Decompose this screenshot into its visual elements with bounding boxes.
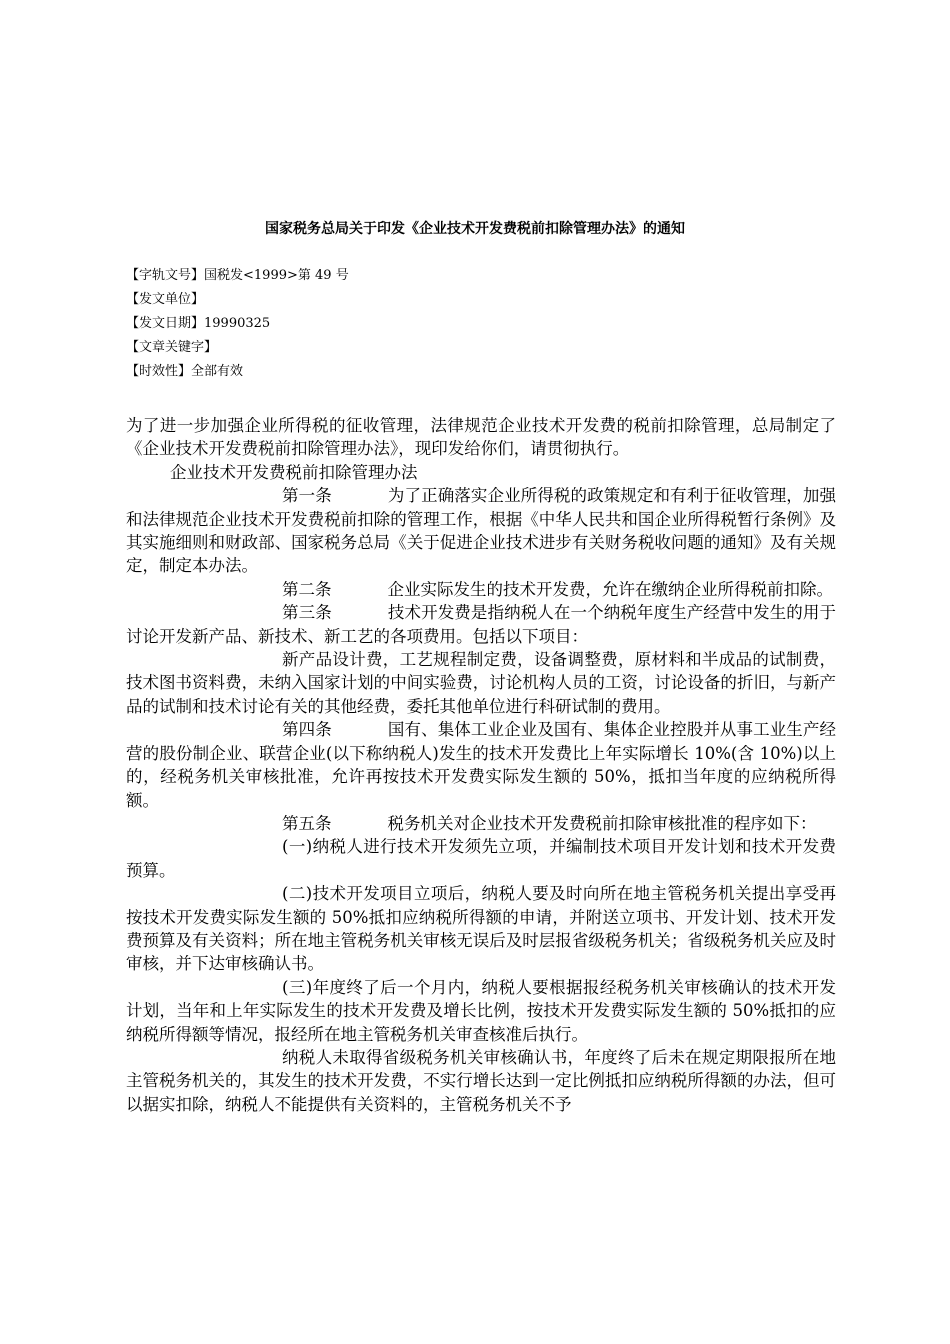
article-text: 为了正确落实企业所得税的政策规定和有利于征收管理，加强和法律规范企业技术开发费税前扣除的管理工作，根据《中华人民共和国企业所得税暂行条例》及其实施细则和财政部、国家税务总局《关于促进企业技术进步有关财务税收问题的通知》及有关规定，制定本办法。: [126, 486, 837, 576]
meta-label: 【时效性】: [126, 364, 192, 379]
meta-row-validity: [126, 360, 349, 384]
meta-value: 国税发<1999>第 49 号: [204, 268, 349, 283]
procedure-note: 纳税人未取得省级税务机关审核确认书，年度终了后未在规定期限报所在地主管税务机关的，其发生的技术开发费，不实行增长达到一定比例抵扣应纳税所得额的办法，但可以据实扣除，纳税人不能提供有关资料的，主管税务机关不予: [126, 1047, 836, 1114]
document-body: [126, 414, 836, 1116]
article-number: 第四条: [282, 720, 332, 740]
article-3: [126, 601, 836, 648]
procedure-1: (一)纳税人进行技术开发须先立项，并编制技术项目开发计划和技术开发费预算。: [126, 837, 836, 880]
meta-value: 19990325: [204, 316, 271, 331]
article-number: 第二条: [282, 579, 332, 599]
article-number: 第三条: [282, 603, 332, 623]
article-4: [126, 718, 836, 812]
article-5: [126, 812, 836, 835]
article-text: 国有、集体工业企业及国有、集体企业控股并从事工业生产经营的股份制企业、联营企业(以下称纳税人)发生的技术开发费比上年实际增长 10%(含 10%)以上的，经税务机关审核批准，允许再按技术开发费实际发生额的 50%，抵扣当年度的应纳税所得额。: [126, 720, 837, 810]
expense-items-paragraph: 新产品设计费，工艺规程制定费，设备调整费，原材料和半成品的试制费，技术图书资料费，未纳入国家计划的中间实验费，讨论机构人员的工资，讨论设备的折旧，与新产品的试制和技术讨论有关的其他经费，委托其他单位进行科研试制的费用。: [126, 650, 836, 716]
meta-label: 【文章关键字】: [126, 340, 218, 355]
intro-paragraph: 为了进一步加强企业所得税的征收管理，法律规范企业技术开发费的税前扣除管理，总局制定了《企业技术开发费税前扣除管理办法》，现印发给你们，请贯彻执行。: [126, 416, 836, 459]
article-text: 技术开发费是指纳税人在一个纳税年度生产经营中发生的用于讨论开发新产品、新技术、新工艺的各项费用。包括以下项目：: [126, 603, 837, 646]
meta-label: 【发文单位】: [126, 292, 205, 307]
procedure-2: (二)技术开发项目立项后，纳税人要及时向所在地主管税务机关提出享受再按技术开发费实际发生额的 50%抵扣应纳税所得额的申请，并附送立项书、开发计划、技术开发费预算及有关资料；所在地主管税务机关审核无误后及时层报省级税务机关；省级税务机关应及时审核，并下达审核确认书。: [126, 884, 836, 974]
document-title: 国家税务总局关于印发《企业技术开发费税前扣除管理办法》的通知: [265, 221, 685, 237]
article-text: 税务机关对企业技术开发费税前扣除审核批准的程序如下：: [387, 813, 817, 833]
procedure-3: (三)年度终了后一个月内，纳税人要根据报经税务机关审核确认的技术开发计划，当年和上年实际发生的技术开发费及增长比例，按技术开发费实际发生额的 50%抵扣的应纳税所得额等情况，报经所在地主管税务机关审查核准后执行。: [126, 977, 836, 1044]
article-number: 第五条: [282, 813, 332, 833]
section-heading: 企业技术开发费税前扣除管理办法: [170, 462, 418, 482]
meta-row-issuer: [126, 288, 349, 312]
meta-row-doc-number: [126, 264, 349, 288]
meta-label: 【字轨文号】: [126, 268, 205, 283]
meta-row-date: [126, 312, 349, 336]
meta-label: 【发文日期】: [126, 316, 205, 331]
article-2: [126, 578, 836, 601]
article-number: 第一条: [282, 486, 332, 506]
meta-row-keywords: [126, 336, 349, 360]
article-text: 企业实际发生的技术开发费，允许在缴纳企业所得税前扣除。: [387, 579, 833, 599]
article-1: [126, 484, 836, 578]
metadata-block: [126, 264, 349, 384]
meta-value: 全部有效: [191, 364, 244, 379]
